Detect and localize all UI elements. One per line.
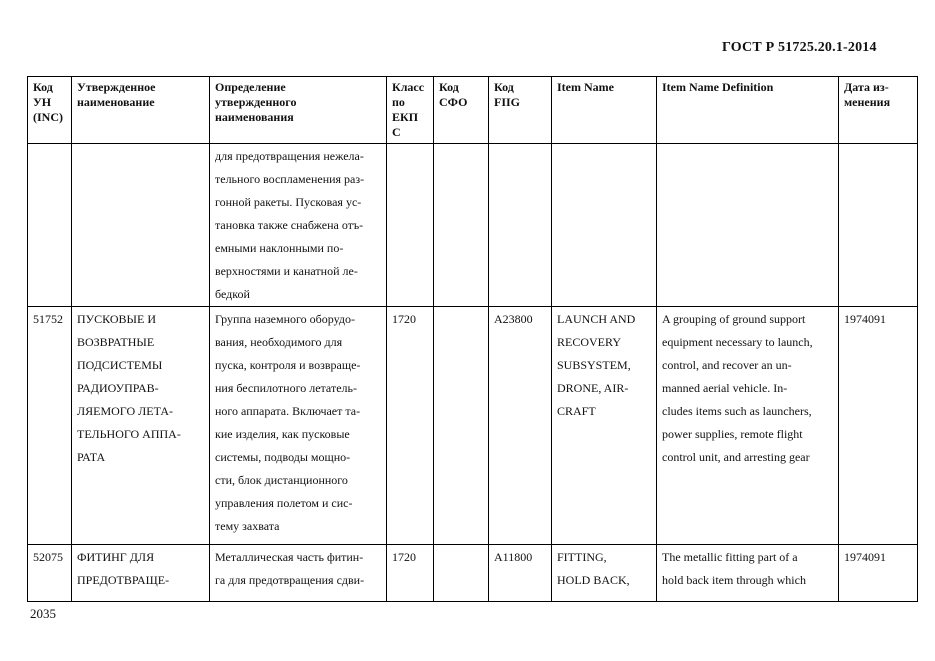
definition-cell: Металлическая часть фитин- га для предотвращения сдви- [210, 545, 387, 602]
item-definition-cell [657, 144, 839, 307]
inc-cell [28, 144, 72, 307]
sfo-cell [434, 545, 489, 602]
sfo-cell [434, 307, 489, 545]
definition-cell: Группа наземного оборудо- вания, необходимого для пуска, контроля и возвраще- ния беспилотного летатель- ного аппарата. Включает та- кие изделия, как пусковые системы, подводы мощно- сти, блок дистанционного управления полетом и сис- тему захвата [210, 307, 387, 545]
class-cell [387, 144, 434, 307]
page-number: 2035 [30, 606, 56, 621]
fiig-cell: A23800 [489, 307, 552, 545]
table-row [28, 307, 918, 545]
col-header-item-name: Item Name [552, 77, 657, 144]
col-header-change-date: Дата из- менения [839, 77, 918, 144]
approved-name-cell [72, 144, 210, 307]
sfo-cell [434, 144, 489, 307]
change-date-cell: 1974091 [839, 545, 918, 602]
col-header-class: Класс по ЕКП С [387, 77, 434, 144]
change-date-cell [839, 144, 918, 307]
header-row [28, 77, 918, 144]
catalog-table [27, 76, 918, 602]
col-header-inc: Код УН (INC) [28, 77, 72, 144]
fiig-cell: A11800 [489, 545, 552, 602]
table-row [28, 144, 918, 307]
class-cell: 1720 [387, 307, 434, 545]
definition-cell: для предотвращения нежела- тельного воспламенения раз- гонной ракеты. Пусковая ус- тановка также снабжена отъ- емными наклонными по- верхностями и канатной ле- бедкой [210, 144, 387, 307]
col-header-sfo: Код СФО [434, 77, 489, 144]
col-header-definition: Определение утвержденного наименования [210, 77, 387, 144]
fiig-cell [489, 144, 552, 307]
item-name-cell [552, 144, 657, 307]
approved-name-cell: ФИТИНГ ДЛЯ ПРЕДОТВРАЩЕ- [72, 545, 210, 602]
class-cell: 1720 [387, 545, 434, 602]
change-date-cell: 1974091 [839, 307, 918, 545]
inc-cell: 52075 [28, 545, 72, 602]
table-row [28, 545, 918, 602]
document-id: ГОСТ Р 51725.20.1-2014 [722, 40, 877, 55]
col-header-approved-name: Утвержденное наименование [72, 77, 210, 144]
col-header-fiig: Код FIIG [489, 77, 552, 144]
item-definition-cell: A grouping of ground support equipment necessary to launch, control, and recover an un- manned aerial vehicle. In- cludes items such as launchers, power supplies, remote flight control unit, and arresting gear [657, 307, 839, 545]
col-header-item-name-definition: Item Name Definition [657, 77, 839, 144]
inc-cell: 51752 [28, 307, 72, 545]
approved-name-cell: ПУСКОВЫЕ И ВОЗВРАТНЫЕ ПОДСИСТЕМЫ РАДИОУПРАВ- ЛЯЕМОГО ЛЕТА- ТЕЛЬНОГО АППА- РАТА [72, 307, 210, 545]
item-definition-cell: The metallic fitting part of a hold back item through which [657, 545, 839, 602]
item-name-cell: LAUNCH AND RECOVERY SUBSYSTEM, DRONE, AIR- CRAFT [552, 307, 657, 545]
item-name-cell: FITTING, HOLD BACK, [552, 545, 657, 602]
